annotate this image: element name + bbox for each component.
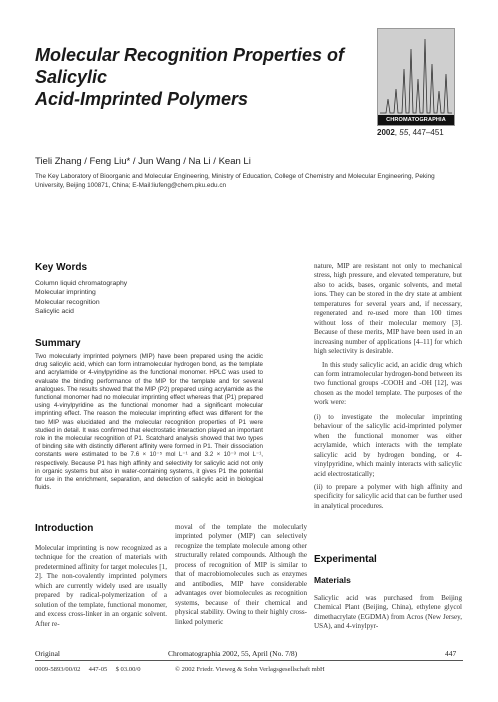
key-words-list [35,279,127,316]
list-item: (ii) to prepare a polymer with high affinity and specificity for salicylic acid that can be further used in analytical procedures. [314,482,462,510]
key-word: Molecular imprinting [35,289,96,297]
list-item: (i) to investigate the molecular imprinting behaviour of the salicylic acid-imprinted polymer when the functional monomer was either acrylamide, which interacts with the template salicylic acid by hydrogen bonding, or 4-vinylpyridine, which mainly interacts with salicylic acid electrostatically; [314,412,462,478]
journal-logo [377,28,455,126]
title-line-1: Molecular Recognition Properties of Salicylic [35,45,345,87]
citation: 2002, 55, 447–451 [377,128,444,137]
right-column-text [314,262,462,515]
summary-heading: Summary [35,338,81,349]
introduction-column-1: Molecular imprinting is now recognized as a technique for the creation of materials with predetermined affinity for target molecules [1, 2]. The non-covalently imprinted polymers which are currently widely used are usually prepared by radical-polymerization of a solution of the template, functional monomer, and excess cross-linker in an organic solvent. After re- [35,544,167,628]
key-word: Column liquid chromatography [35,280,128,287]
article-title [35,44,365,110]
footer-article-type: Original [35,649,60,658]
materials-text: Salicylic acid was purchased from Beijing Chemical Plant (Beijing, China), ethylene glycol dimethacrylate (EGDMA) from Acros (New Jersey, USA), and 4-vinylpyr- [314,594,462,631]
author-list: Tieli Zhang / Feng Liu* / Jun Wang / Na Li / Kean Li [35,156,251,167]
footer-copyright: © 2002 Friedr. Vieweg & Sohn Verlagsgesellschaft mbH [175,666,325,673]
key-word: Molecular recognition [35,298,100,306]
title-line-2: Acid-Imprinted Polymers [35,89,249,109]
key-word: Salicylic acid [35,307,74,315]
citation-year: 2002 [377,128,395,137]
summary-text: Two molecularly imprinted polymers (MIP) have been prepared using the acidic drug salicylic acid, which can form intramolecular hydrogen bond, as the template and acrylamide or 4-vinylpyridine as the functional monomer. HPLC was used to evaluate the binding performance of the MIP for the template and for several analogues. The results showed that the MIP (P2) prepared using acrylamide as the functional monomer had no molecular imprinting effect whereas that (P1) prepared using 4-vinylpyridine as the functional monomer had a significant molecular imprinting effect. The reason the molecular imprinting effect was different for the two MIP was elucidated and the molecular recognition properties of P1 were studied in detail. It was confirmed that electrostatic interaction played an important role in the molecular recognition of P1. Scatchard analysis showed that two types of binding site with distinctly different affinity were formed in P1. Their dissociation constants were estimated to be 7.6 × 10⁻⁵ mol L⁻¹ and 3.2 × 10⁻³ mol L⁻¹, respectively. Because P1 has high affinity and selectivity for salicylic acid not only in organic systems but also in water-containing systems, it gives P1 the potential for use in the enrichment, separation, and detection of salicylic acid in biological fluids. [35,353,263,492]
footer-journal-issue: Chromatographia 2002, 55, April (No. 7/8) [168,649,298,658]
materials-heading: Materials [314,575,351,585]
experimental-heading: Experimental [314,554,377,565]
paragraph: nature, MIP are resistant not only to mechanical stress, high pressure, and elevated temperature, but also to acids, bases, organic solvents, and metal ions. They can be stored in the dry state at ambient temperatures for several years and, if necessary, regenerated and re-used more than 100 times without loss of their molecular memory [3]. Because of these merits, MIP have been used in an increasing number of applications [4–11] for which high selectivity is desirable. [314,262,462,356]
paragraph: In this study salicylic acid, an acidic drug which can form intramolecular hydrogen-bond between its two functional groups -COOH and -OH [12], was chosen as the model template. The purposes of the work were: [314,360,462,407]
chromatogram-graphic [378,29,454,115]
introduction-heading: Introduction [35,523,94,534]
footer-page-number: 447 [445,649,457,658]
footer-divider [35,660,463,661]
key-words-heading: Key Words [35,262,88,273]
citation-pages: 447–451 [412,128,444,137]
affiliation: The Key Laboratory of Bioorganic and Molecular Engineering, Ministry of Education, College of Chemistry and Molecular Engineering, Peking University, Beijing 100871, China; E-Mail:liufeng@chem.pku.edu.cn [35,173,435,189]
introduction-column-2: moval of the template the molecularly imprinted polymer (MIP) can selectively recognize the template molecule among other structurally related compounds. Although the process of recognition of MIP is similar to that of macrobiomolecules such as enzymes and antibodies, MIP have considerable advantages over biomolecules as recognition systems, because of their chemical and physical stability. Owing to their highly cross-linked polymeric [175,523,307,626]
journal-logo-wordmark: CHROMATOGRAPHIA [378,115,454,125]
footer-issn-code: 0009-5893/00/02 447-05 $ 03.00/0 [35,666,141,673]
citation-volume: 55 [399,128,409,137]
